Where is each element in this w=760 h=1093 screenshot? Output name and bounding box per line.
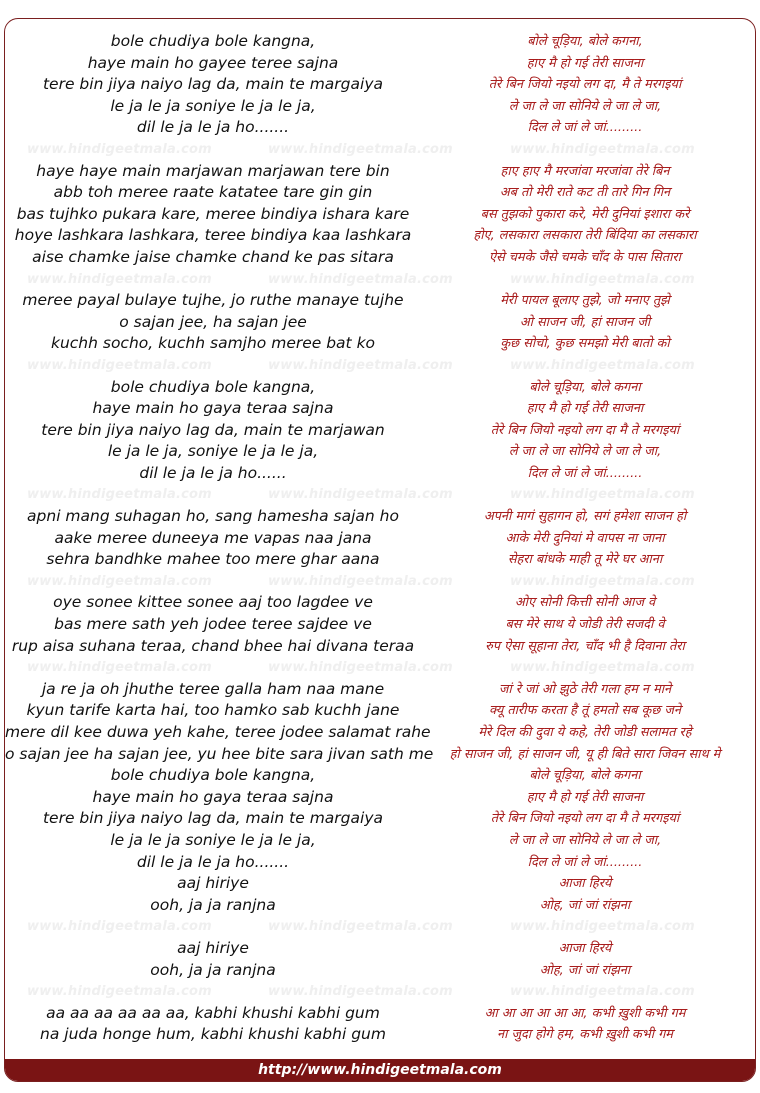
lyric-hindi: अपनी मागं सुहागन हो, सगं हमेशा साजन हो [483, 509, 687, 525]
lyric-english: tere bin jiya naiyo lag da, main te margaiya [42, 75, 383, 94]
lyric-hindi: जां रे जां ओ झुठे तेरी गला हम न माने [498, 681, 672, 697]
lyric-hindi: ना जुदा होगे हम, कभी ख़ुशी कभी गम [497, 1027, 673, 1043]
lyric-english: bas tujhko pukara kare, meree bindiya ishara kare [16, 204, 410, 223]
lyric-english: kyun tarife karta hai, too hamko sab kuchh jane [26, 701, 400, 720]
lyric-line [5, 765, 755, 787]
lyric-english: bole chudiya bole kangna, [110, 377, 316, 396]
lyric-line [5, 333, 755, 355]
lyric-line [5, 420, 755, 442]
lyric-line [5, 398, 755, 420]
stanza [5, 31, 755, 139]
lyric-line [5, 528, 755, 550]
watermark-text: www.hindigeetmala.com [510, 487, 695, 503]
lyric-english: bas mere sath yeh jodee teree sajdee ve [54, 615, 372, 634]
stanza [5, 161, 755, 269]
lyric-english: haye main ho gaya teraa sajna [92, 787, 334, 806]
lyric-english: ooh, ja ja ranjna [150, 895, 276, 914]
lyric-english: le ja le ja soniye le ja le ja, [110, 830, 316, 849]
lyric-hindi: हाए हाए मै मरजांवा मरजांवा तेरे बिन [500, 163, 670, 179]
stanza [5, 1003, 755, 1046]
lyric-english: kuchh socho, kuchh samjho meree bat ko [50, 334, 376, 353]
watermark-text: www.hindigeetmala.com [268, 919, 453, 935]
watermark-row [5, 657, 755, 679]
lyric-hindi: आ आ आ आ आ आ, कभी ख़ुशी कभी गम [484, 1005, 686, 1021]
watermark-text: www.hindigeetmala.com [27, 984, 212, 1000]
lyric-line [5, 506, 755, 528]
watermark-row [5, 981, 755, 1003]
lyric-hindi: ओह, जां जां रांझना [539, 897, 631, 913]
lyric-hindi: कुछ सोचो, कुछ समझो मेरी बातो को [500, 336, 670, 352]
stanza [5, 377, 755, 485]
lyric-english: le ja le ja soniye le ja le ja, [110, 96, 316, 115]
watermark-text: www.hindigeetmala.com [27, 141, 212, 157]
lyric-english: meree payal bulaye tujhe, jo ruthe manaye tujhe [22, 291, 404, 310]
watermark-row [5, 916, 755, 938]
lyric-english: haye main ho gaya teraa sajna [92, 399, 334, 418]
lyric-hindi: आजा हिरये [558, 876, 612, 892]
lyric-english: o sajan jee ha sajan jee, yu hee bite sara jivan sath me [5, 744, 434, 763]
lyric-line [5, 938, 755, 960]
watermark-row [5, 355, 755, 377]
stanza [5, 679, 755, 917]
lyric-hindi: बोले चूड़िया, बोले कगना, [527, 34, 643, 49]
lyric-hindi: बस मेरे साथ ये जोडी तेरी सजदी वे [505, 617, 665, 633]
lyric-line [5, 873, 755, 895]
lyric-line [5, 312, 755, 334]
lyric-english: ja re ja oh jhuthe teree galla ham naa mane [41, 679, 385, 698]
lyric-hindi: दिल ले जां ले जां......... [527, 120, 643, 136]
lyric-hindi: ले जा ले जा सोनिये ले जा ले जा, [508, 832, 662, 848]
lyric-english: tere bin jiya naiyo lag da, main te marjawan [41, 420, 385, 439]
lyric-english: tere bin jiya naiyo lag da, main te margaiya [42, 809, 383, 828]
lyrics-card [4, 18, 756, 1082]
stanza [5, 592, 755, 657]
lyric-english: aake meree duneeya me vapas naa jana [54, 528, 372, 547]
lyric-english: dil le ja le ja ho....... [136, 852, 290, 871]
watermark-row [5, 571, 755, 593]
lyric-english: mere dil kee duwa yeh kahe, teree jodee salamat rahe [5, 723, 431, 741]
watermark-text: www.hindigeetmala.com [268, 271, 453, 287]
watermark-text: www.hindigeetmala.com [510, 357, 695, 373]
lyric-hindi: ओ साजन जी, हां साजन जी [519, 314, 651, 330]
lyrics-body [5, 31, 755, 1046]
lyric-line [5, 74, 755, 96]
lyric-line [5, 377, 755, 399]
lyric-line [5, 722, 755, 744]
lyric-english: oye sonee kittee sonee aaj too lagdee ve [53, 593, 373, 612]
watermark-text: www.hindigeetmala.com [510, 660, 695, 676]
lyric-line [5, 830, 755, 852]
lyric-hindi: हाए मै हो गई तेरी साजना [526, 401, 644, 417]
lyric-line [5, 96, 755, 118]
lyric-line [5, 744, 755, 766]
lyric-line [5, 679, 755, 701]
footer-url-link[interactable]: http://www.hindigeetmala.com [258, 1062, 502, 1078]
watermark-text: www.hindigeetmala.com [27, 660, 212, 676]
lyric-line [5, 960, 755, 982]
lyric-hindi: ले जा ले जा सोनिये ले जा ले जा, [508, 98, 662, 114]
lyric-hindi: ओए सोनी कित्ती सोनी आज वे [514, 595, 656, 611]
lyric-line [5, 808, 755, 830]
lyric-hindi: अब तो मेरी राते कट ती तारे गिन गिन [499, 185, 671, 201]
lyric-english: aaj hiriye [177, 874, 249, 893]
lyric-english: le ja le ja, soniye le ja le ja, [107, 442, 319, 461]
watermark-text: www.hindigeetmala.com [510, 141, 695, 157]
lyric-hindi: मेरे दिल की दुवा ये कहे, तेरी जोडी सलामत रहे [478, 725, 692, 740]
lyric-english: sehra bandhke mahee too mere ghar aana [46, 550, 380, 569]
lyric-line [5, 700, 755, 722]
lyric-hindi: हो साजन जी, हां साजन जी, यू ही बिते सारा जिवन साथ मे [449, 746, 721, 762]
lyric-line [5, 441, 755, 463]
stanza [5, 290, 755, 355]
lyric-line [5, 787, 755, 809]
lyric-hindi: हाए मै हो गई तेरी साजना [526, 789, 644, 805]
lyric-line [5, 247, 755, 269]
lyric-hindi: ऐसे चमके जैसे चमके चाँद के पास सितारा [489, 249, 681, 265]
lyric-english: aa aa aa aa aa aa, kabhi khushi kabhi gum [46, 1003, 380, 1022]
lyric-line [5, 614, 755, 636]
stanza [5, 506, 755, 571]
watermark-text: www.hindigeetmala.com [510, 271, 695, 287]
lyric-line [5, 1003, 755, 1025]
lyric-line [5, 895, 755, 917]
lyric-hindi: दिल ले जां ले जां......... [527, 854, 643, 870]
watermark-text: www.hindigeetmala.com [27, 573, 212, 589]
lyric-english: aise chamke jaise chamke chand ke pas sitara [32, 247, 394, 266]
lyric-line [5, 290, 755, 312]
lyric-hindi: ओह, जां जां रांझना [539, 962, 631, 978]
lyric-english: haye haye main marjawan marjawan tere bin [36, 161, 390, 180]
lyric-line [5, 31, 755, 53]
watermark-row [5, 139, 755, 161]
lyric-hindi: तेरे बिन जियो नइयो लग दा मै ते मरगइयां [490, 811, 680, 827]
watermark-text: www.hindigeetmala.com [27, 271, 212, 287]
watermark-text: www.hindigeetmala.com [268, 573, 453, 589]
lyric-line [5, 592, 755, 614]
lyric-english: na juda honge hum, kabhi khushi kabhi gum [40, 1025, 386, 1044]
lyric-line [5, 852, 755, 874]
lyric-line [5, 182, 755, 204]
lyric-line [5, 117, 755, 139]
lyric-english: dil le ja le ja ho...... [139, 463, 287, 482]
lyric-hindi: मेरी पायल बूलाए तुझे, जो मनाए तुझे [500, 293, 670, 309]
lyric-english: rup aisa suhana teraa, chand bhee hai divana teraa [11, 636, 415, 655]
lyric-english: abb toh meree raate katatee tare gin gin [53, 183, 373, 202]
lyric-hindi: सेहरा बांधके माही तू मेरे घर आना [507, 552, 663, 568]
watermark-text: www.hindigeetmala.com [268, 487, 453, 503]
watermark-text: www.hindigeetmala.com [510, 984, 695, 1000]
lyric-line [5, 161, 755, 183]
watermark-text: www.hindigeetmala.com [27, 487, 212, 503]
watermark-text: www.hindigeetmala.com [510, 919, 695, 935]
lyric-hindi: तेरे बिन जियो नइयो लग दा मै ते मरगइयां [490, 422, 680, 438]
lyric-hindi: आजा हिरये [558, 940, 612, 956]
lyric-line [5, 204, 755, 226]
lyric-hindi: ले जा ले जा सोनिये ले जा ले जा, [508, 444, 662, 460]
lyric-line [5, 636, 755, 658]
watermark-row [5, 484, 755, 506]
watermark-text: www.hindigeetmala.com [268, 141, 453, 157]
lyric-hindi: क्यू तारीफ करता है तूं हमतो सब कूछ जने [488, 703, 681, 719]
lyric-hindi: बोले चूड़िया, बोले कगना [529, 768, 641, 784]
watermark-text: www.hindigeetmala.com [510, 573, 695, 589]
lyric-hindi: रुप ऐसा सूहाना तेरा, चाँद भी है दिवाना तेरा [485, 638, 685, 654]
lyric-english: aaj hiriye [177, 938, 249, 957]
lyric-english: haye main ho gayee teree sajna [87, 53, 339, 72]
lyric-hindi: होए, लसकारा लसकारा तेरी बिंदिया का लसकारा [473, 228, 697, 244]
lyric-english: bole chudiya bole kangna, [110, 32, 316, 50]
lyric-line [5, 53, 755, 75]
lyric-hindi: तेरे बिन जियो नइयो लग दा, मै ते मरगइयां [488, 77, 682, 93]
stanza [5, 938, 755, 981]
site-footer [5, 1059, 755, 1081]
lyric-english: o sajan jee, ha sajan jee [119, 312, 307, 331]
watermark-text: www.hindigeetmala.com [27, 919, 212, 935]
lyric-english: ooh, ja ja ranjna [150, 960, 276, 979]
watermark-text: www.hindigeetmala.com [268, 660, 453, 676]
lyric-hindi: बस तुझको पुकारा करे, मेरी दुनियां इशारा करे [480, 206, 690, 222]
watermark-text: www.hindigeetmala.com [268, 357, 453, 373]
lyric-line [5, 549, 755, 571]
lyric-line [5, 225, 755, 247]
lyric-hindi: हाए मै हो गई तेरी साजना [526, 55, 644, 71]
watermark-text: www.hindigeetmala.com [27, 357, 212, 373]
lyric-line [5, 1024, 755, 1046]
lyric-english: bole chudiya bole kangna, [110, 766, 316, 785]
lyric-english: dil le ja le ja ho....... [136, 118, 290, 137]
lyric-line [5, 463, 755, 485]
lyric-hindi: बोले चूड़िया, बोले कगना [529, 379, 641, 395]
watermark-text: www.hindigeetmala.com [268, 984, 453, 1000]
watermark-row [5, 269, 755, 291]
lyric-hindi: आके मेरी दुनियां मे वापस ना जाना [505, 530, 665, 546]
lyric-english: apni mang suhagan ho, sang hamesha sajan ho [27, 507, 399, 526]
lyric-hindi: दिल ले जां ले जां......... [527, 465, 643, 481]
lyric-english: hoye lashkara lashkara, teree bindiya kaa lashkara [14, 226, 412, 245]
